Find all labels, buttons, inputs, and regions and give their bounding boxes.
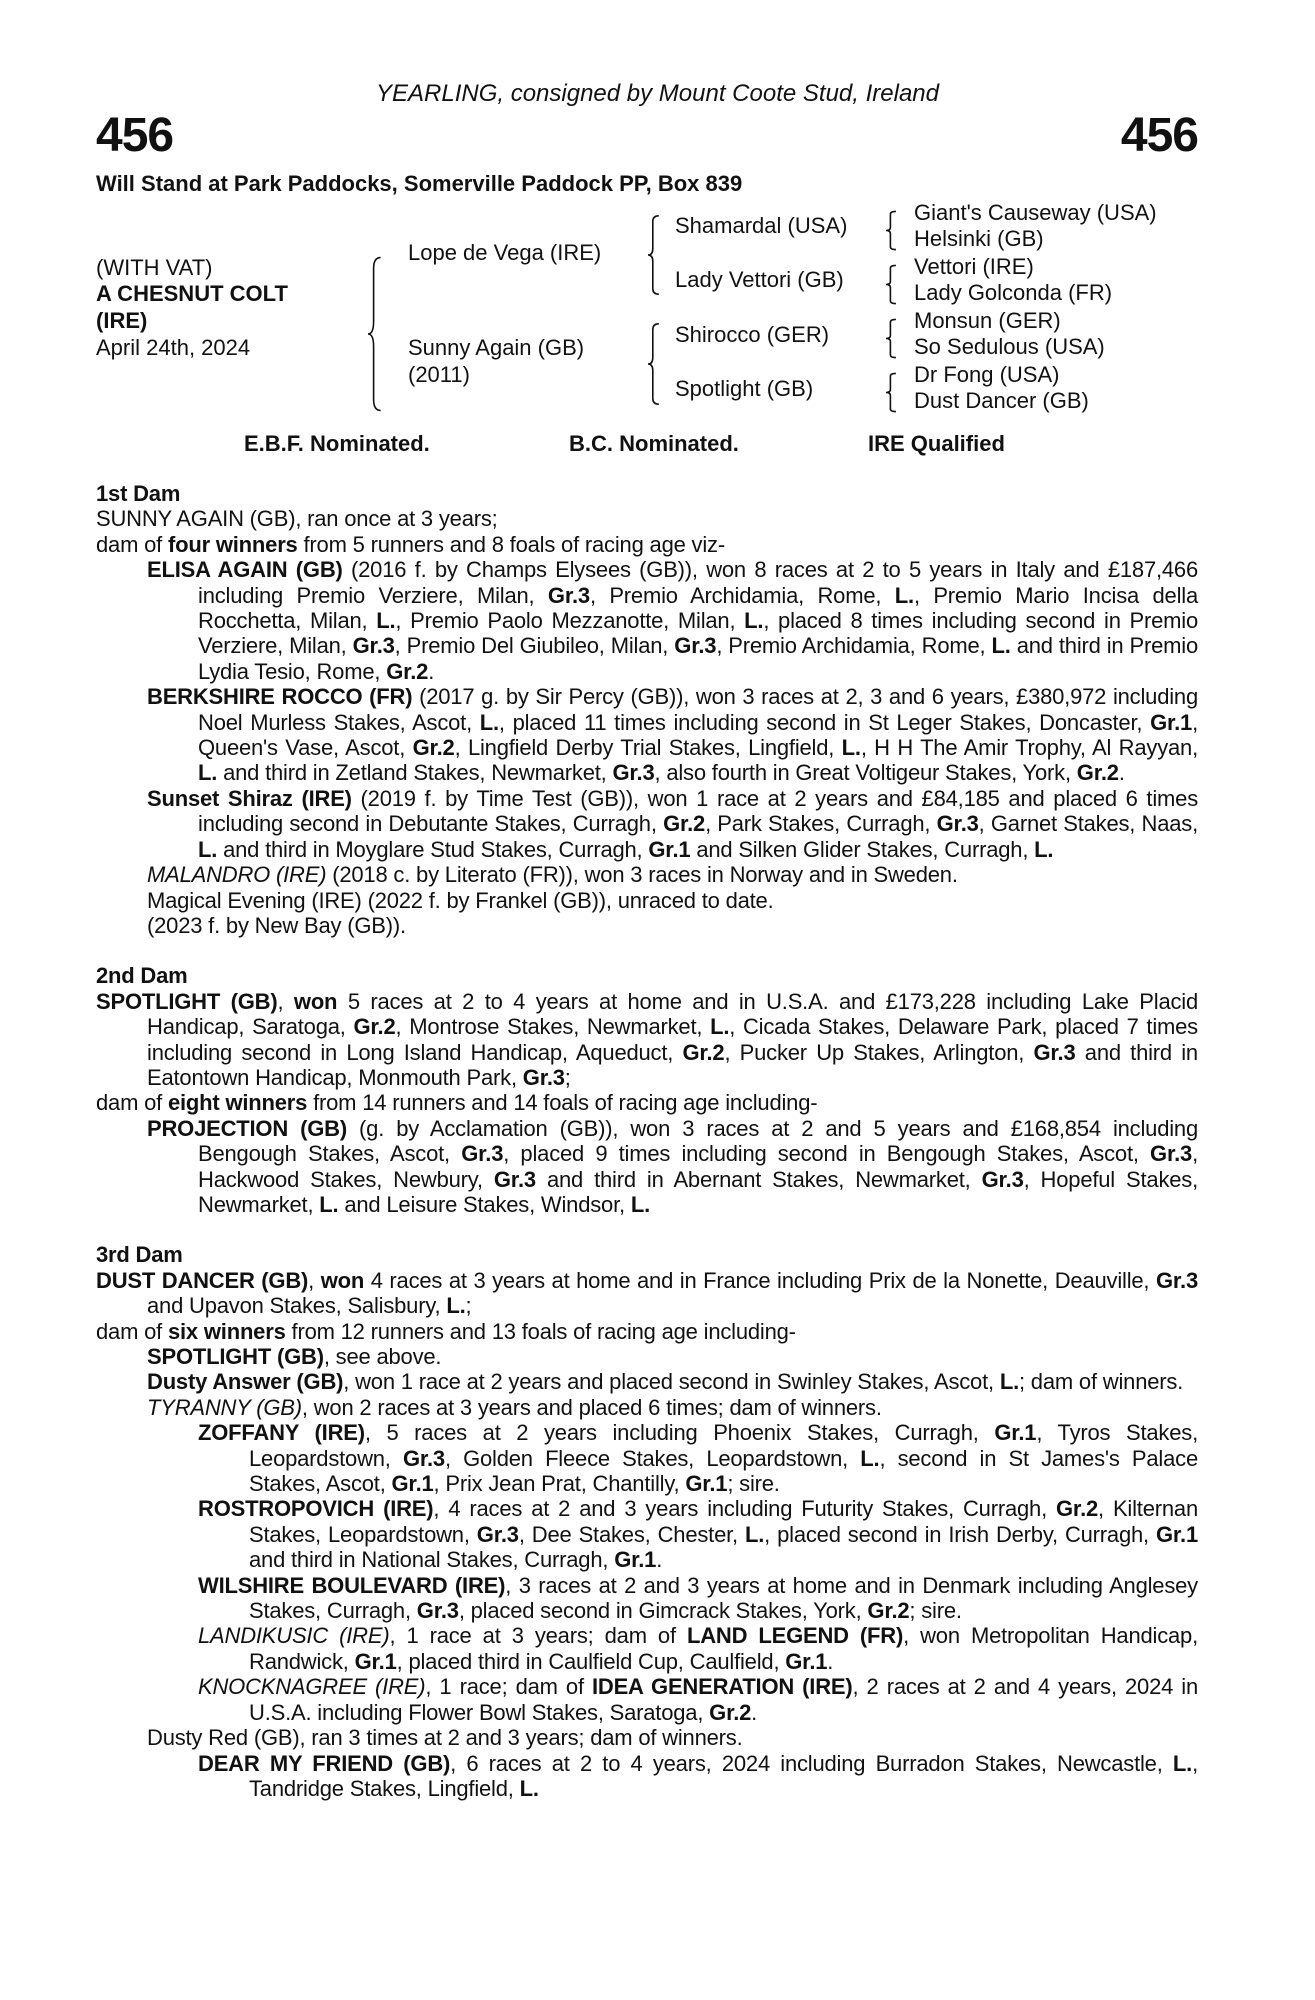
dam-section: [96, 481, 1198, 938]
bold-text: L.: [991, 633, 1011, 659]
great-grandparent: Giant's Causeway (USA): [914, 200, 1157, 225]
entry-text: from 12 runners and 13 foals of racing age including-: [285, 1318, 796, 1344]
pedigree-brace: [886, 373, 897, 412]
entry-text: .: [1118, 760, 1125, 786]
entry-text: and Leisure Stakes, Windsor,: [338, 1191, 631, 1217]
entry-text: , won 1 race at 2 years and placed second in Swinley Stakes, Ascot,: [343, 1369, 1000, 1395]
pedigree-entry: [96, 1751, 1198, 1802]
entry-text: (2023 f. by New Bay (GB)).: [147, 912, 406, 938]
bold-text: four winners: [167, 531, 298, 557]
pedigree-entry: [96, 1674, 1198, 1725]
bold-text: Gr.2: [412, 735, 455, 761]
pedigree-entry: [96, 1725, 1198, 1750]
bold-text: Gr.3: [1155, 1267, 1198, 1293]
pedigree-entry: [96, 532, 1198, 557]
bc-nomination: B.C. Nominated.: [569, 431, 739, 456]
entry-text: .: [827, 1648, 834, 1674]
bold-text: Gr.3: [1033, 1039, 1076, 1065]
horse-country: (IRE): [96, 308, 148, 333]
bold-text: PROJECTION (GB): [147, 1115, 347, 1141]
entry-text: , placed third in Caulfield Cup, Caulfield,: [396, 1648, 786, 1674]
bold-text: six winners: [167, 1318, 286, 1344]
italic-text: TYRANNY (GB): [147, 1394, 302, 1420]
entry-text: , Premio Mario Incisa della Rocchetta, Milan,: [198, 582, 1198, 634]
bold-text: L.: [860, 1445, 880, 1471]
entry-text: (2016 f. by Champs Elysees (GB)), won 8 races at 2 to 5 years in Italy and £187,466 including Premio Verziere, Milan,: [198, 557, 1198, 608]
entry-text: , 5 races at 2 years including Phoenix Stakes, Curragh,: [364, 1420, 995, 1446]
entry-text: , also fourth in Great Voltigeur Stakes, York,: [654, 760, 1077, 786]
bold-text: Gr.1: [614, 1547, 657, 1573]
bold-text: Gr.3: [522, 1064, 565, 1090]
bold-text: IDEA GENERATION (IRE): [591, 1674, 853, 1700]
entry-text: dam of: [96, 1318, 168, 1344]
entry-text: , 3 races at 2 and 3 years at home and in Denmark including Anglesey Stakes, Curragh,: [249, 1572, 1198, 1624]
grandsire-maternal: Shirocco (GER): [675, 322, 830, 347]
entry-text: ; sire.: [909, 1598, 962, 1624]
entry-text: , Hopeful Stakes, Newmarket,: [198, 1166, 1198, 1217]
entry-text: ; sire.: [727, 1471, 780, 1497]
bold-text: L.: [1172, 1750, 1193, 1776]
bold-text: Gr.3: [493, 1166, 536, 1192]
bold-text: L.: [999, 1369, 1019, 1395]
bold-text: Gr.3: [612, 760, 655, 786]
pedigree-brace: [368, 256, 382, 412]
entry-text: , see above.: [323, 1344, 442, 1369]
pedigree-entry: [96, 506, 1198, 531]
pedigree-entry: [96, 1268, 1198, 1319]
bold-text: L.: [198, 836, 218, 862]
bold-text: Gr.3: [416, 1598, 459, 1624]
entry-text: and Silken Glider Stakes, Curragh,: [690, 836, 1035, 862]
entry-text: .: [656, 1547, 663, 1573]
entry-text: dam of: [96, 531, 168, 557]
bold-text: L.: [446, 1293, 466, 1319]
entry-text: , won 2 races at 3 years and placed 6 times; dam of winners.: [301, 1394, 882, 1420]
entry-text: , Prix Jean Prat, Chantilly,: [433, 1471, 686, 1497]
bold-text: eight winners: [167, 1090, 308, 1116]
bold-text: Gr.1: [391, 1471, 434, 1497]
entry-text: , H H The Amir Trophy, Al Rayyan,: [860, 735, 1198, 761]
entry-text: , 6 races at 2 to 4 years, 2024 including Burradon Stakes, Newcastle,: [450, 1750, 1173, 1776]
entry-text: , placed 11 times including second in St Leger Stakes, Doncaster,: [498, 709, 1151, 735]
bold-text: Gr.3: [476, 1521, 519, 1547]
entry-text: , placed 9 times including second in Bengough Stakes, Ascot,: [503, 1141, 1151, 1167]
bold-text: L.: [479, 709, 499, 735]
entry-text: ,: [277, 988, 294, 1014]
bold-text: Gr.1: [994, 1420, 1037, 1446]
bold-text: Gr.1: [685, 1471, 728, 1497]
section-title: 1st Dam: [96, 481, 181, 506]
entry-text: , Pucker Up Stakes, Arlington,: [724, 1039, 1034, 1065]
pedigree-entry: [96, 1369, 1198, 1394]
entry-text: , Kilternan Stakes, Leopardstown,: [249, 1496, 1198, 1547]
pedigree-entry: [96, 1319, 1198, 1344]
bold-text: ELISA AGAIN (GB): [147, 557, 343, 583]
great-grandparent: Helsinki (GB): [914, 226, 1044, 251]
entry-text: ,: [308, 1267, 321, 1293]
italic-text: KNOCKNAGREE (IRE): [198, 1674, 426, 1700]
bold-text: Gr.1: [785, 1648, 828, 1674]
entry-text: , Queen's Vase, Ascot,: [198, 709, 1198, 761]
bold-text: Gr.3: [402, 1445, 445, 1471]
pedigree-brace: [886, 211, 897, 250]
foaling-date: April 24th, 2024: [96, 335, 251, 360]
entry-text: 5 races at 2 to 4 years at home and in U.S.A. and £173,228 including Lake Placid Handicap, Saratoga,: [147, 988, 1199, 1040]
entry-text: , Premio Del Giubileo, Milan,: [394, 633, 675, 659]
entry-text: and Upavon Stakes, Salisbury,: [147, 1293, 447, 1319]
bold-text: L.: [744, 1521, 765, 1547]
entry-text: , Hackwood Stakes, Newbury,: [198, 1141, 1198, 1192]
bold-text: Gr.2: [1076, 760, 1119, 786]
entry-text: ; dam of winners.: [1018, 1369, 1184, 1395]
bold-text: ROSTROPOVICH (IRE): [198, 1496, 434, 1522]
entry-text: (2019 f. by Time Test (GB)), won 1 race at 2 years and £84,185 and placed 6 times including second in Debutante Stakes, Curragh,: [198, 785, 1198, 837]
horse-description: A CHESNUT COLT: [96, 281, 288, 306]
bold-text: Gr.1: [1156, 1521, 1199, 1547]
bold-text: L.: [319, 1191, 339, 1217]
entry-text: (g. by Acclamation (GB)), won 3 races at 2 and 5 years and £168,854 including Bengough Stakes, Ascot,: [198, 1115, 1198, 1167]
bold-text: ZOFFANY (IRE): [198, 1420, 365, 1446]
entry-text: , Lingfield Derby Trial Stakes, Lingfield,: [454, 735, 842, 761]
stabling-line: Will Stand at Park Paddocks, Somerville Paddock PP, Box 839: [96, 171, 743, 196]
bold-text: Gr.3: [352, 633, 395, 659]
section-title: 2nd Dam: [96, 963, 188, 989]
entry-text: , Golden Fleece Stakes, Leopardstown,: [444, 1445, 861, 1471]
great-grandparent: Monsun (GER): [914, 308, 1061, 333]
bold-text: L.: [376, 608, 396, 634]
entry-text: , second in St James's Palace Stakes, Ascot,: [249, 1445, 1198, 1497]
entry-text: .: [428, 658, 435, 684]
entry-text: , placed second in Gimcrack Stakes, York,: [458, 1598, 868, 1624]
bold-text: Gr.1: [354, 1648, 397, 1674]
bold-text: Gr.3: [674, 633, 717, 659]
ebf-nomination: E.B.F. Nominated.: [244, 431, 430, 456]
entry-text: , Premio Paolo Mezzanotte, Milan,: [395, 608, 745, 634]
bold-text: Gr.2: [709, 1699, 752, 1725]
entry-text: and third in Moyglare Stud Stakes, Curragh,: [217, 836, 649, 862]
bold-text: DEAR MY FRIEND (GB): [198, 1750, 451, 1776]
entry-text: dam of: [96, 1090, 168, 1116]
entry-text: , Garnet Stakes, Naas,: [978, 811, 1198, 837]
pedigree-brace: [648, 323, 660, 405]
entry-text: (2017 g. by Sir Percy (GB)), won 3 races at 2, 3 and 6 years, £380,972 including Noel Murless Stakes, Ascot,: [198, 684, 1198, 735]
bold-text: Gr.2: [353, 1014, 396, 1040]
entry-text: , Tandridge Stakes, Lingfield,: [249, 1750, 1198, 1801]
pedigree-entry: [96, 1420, 1198, 1496]
consignor-line: YEARLING, consigned by Mount Coote Stud, Ireland: [376, 80, 939, 107]
entry-text: , Cicada Stakes, Delaware Park, placed 7 times including second in Long Island Handicap, Aqueduct,: [147, 1014, 1198, 1065]
pedigree-brace: [648, 215, 660, 295]
bold-text: LAND LEGEND (FR): [686, 1623, 904, 1649]
great-grandparent: Dust Dancer (GB): [914, 388, 1089, 413]
pedigree-brace: [886, 319, 897, 358]
pedigree-entry: [96, 913, 1198, 938]
bold-text: WILSHIRE BOULEVARD (IRE): [198, 1572, 506, 1598]
pedigree-entry: [96, 557, 1198, 684]
entry-text: ;: [564, 1064, 571, 1090]
entry-text: , Dee Stakes, Chester,: [518, 1521, 745, 1547]
dam-name: Sunny Again (GB): [408, 335, 585, 360]
bold-text: SPOTLIGHT (GB): [147, 1344, 324, 1369]
entry-text: , 4 races at 2 and 3 years including Futurity Stakes, Curragh,: [433, 1496, 1057, 1522]
bold-text: L.: [1034, 836, 1054, 862]
bold-text: L.: [894, 582, 914, 608]
bold-text: L.: [744, 608, 764, 634]
entry-text: , won Metropolitan Handicap, Randwick,: [249, 1623, 1198, 1674]
pedigree-entry: [96, 1573, 1198, 1624]
bold-text: DUST DANCER (GB): [96, 1267, 309, 1293]
pedigree-entry: [96, 1496, 1198, 1572]
pedigree-entry: [96, 1090, 1198, 1115]
bold-text: L.: [198, 760, 218, 786]
pedigree-entry: [96, 684, 1198, 786]
granddam-paternal: Lady Vettori (GB): [675, 267, 844, 292]
entry-text: Magical Evening (IRE) (2022 f. by Frankel (GB)), unraced to date.: [147, 887, 774, 913]
entry-text: , 2 races at 2 and 4 years, 2024 in U.S.A. including Flower Bowl Stakes, Saratoga,: [249, 1674, 1198, 1725]
bold-text: Gr.1: [648, 836, 691, 862]
bold-text: Gr.2: [867, 1598, 910, 1624]
bold-text: BERKSHIRE ROCCO (FR): [147, 684, 413, 710]
entry-text: from 5 runners and 8 foals of racing age viz-: [297, 531, 725, 557]
entry-text: from 14 runners and 14 foals of racing age including-: [307, 1090, 818, 1116]
entry-text: .: [751, 1699, 758, 1725]
great-grandparent: Vettori (IRE): [914, 254, 1034, 279]
entry-text: (2018 c. by Literato (FR)), won 3 races in Norway and in Sweden.: [326, 862, 958, 888]
bold-text: Gr.3: [981, 1166, 1024, 1192]
entry-text: , Park Stakes, Curragh,: [705, 811, 937, 837]
pedigree-entry: [96, 786, 1198, 862]
entry-text: Dusty Red (GB), ran 3 times at 2 and 3 years; dam of winners.: [147, 1725, 743, 1751]
entry-text: and third in National Stakes, Curragh,: [249, 1547, 615, 1573]
bold-text: won: [293, 988, 338, 1014]
entry-text: , placed 8 times including second in Premio Verziere, Milan,: [198, 608, 1199, 659]
bold-text: L.: [630, 1191, 650, 1217]
bold-text: Sunset Shiraz (IRE): [147, 785, 352, 811]
entry-text: , 1 race at 3 years; dam of: [389, 1623, 687, 1649]
entry-text: and third in Abernant Stakes, Newmarket,: [535, 1166, 982, 1192]
bold-text: Gr.2: [1056, 1496, 1099, 1522]
bold-text: Gr.1: [1150, 709, 1193, 735]
entry-text: and third in Eatontown Handicap, Monmouth Park,: [147, 1039, 1198, 1090]
bold-text: Gr.2: [386, 658, 429, 684]
vat-note: (WITH VAT): [96, 255, 213, 280]
ire-qualified: IRE Qualified: [868, 431, 1005, 456]
bold-text: Gr.3: [461, 1141, 504, 1167]
section-title: 3rd Dam: [96, 1242, 183, 1268]
entry-text: , 1 race; dam of: [425, 1674, 592, 1700]
entry-text: , Tyros Stakes, Leopardstown,: [249, 1420, 1198, 1471]
grandsire-paternal: Shamardal (USA): [675, 213, 848, 238]
entry-text: , placed second in Irish Derby, Curragh,: [764, 1521, 1156, 1547]
italic-text: MALANDRO (IRE): [147, 862, 327, 888]
great-grandparent: So Sedulous (USA): [914, 334, 1105, 359]
entry-text: SUNNY AGAIN (GB), ran once at 3 years;: [96, 506, 498, 532]
italic-text: LANDIKUSIC (IRE): [198, 1623, 390, 1649]
dam-section: [96, 963, 1198, 1217]
entry-text: 4 races at 3 years at home and in France including Prix de la Nonette, Deauville,: [364, 1267, 1156, 1293]
pedigree-entry: [96, 1344, 1198, 1369]
bold-text: Gr.3: [1150, 1141, 1193, 1167]
bold-text: Gr.3: [547, 582, 590, 608]
bold-text: SPOTLIGHT (GB): [96, 988, 278, 1014]
dam-year: (2011): [408, 362, 470, 387]
entry-text: and third in Premio Lydia Tesio, Rome,: [198, 633, 1199, 684]
entry-text: , Premio Archidamia, Rome,: [589, 582, 895, 608]
great-grandparent: Lady Golconda (FR): [914, 280, 1113, 305]
entry-text: ;: [465, 1293, 472, 1319]
bold-text: Gr.2: [682, 1039, 725, 1065]
pedigree-brace: [886, 265, 897, 304]
bold-text: Gr.2: [663, 811, 706, 837]
pedigree-entry: [96, 862, 1198, 887]
sire-name: Lope de Vega (IRE): [408, 240, 602, 265]
pedigree-entry: [96, 989, 1198, 1091]
pedigree-entry: [96, 1395, 1198, 1420]
entry-text: and third in Zetland Stakes, Newmarket,: [217, 760, 613, 786]
lot-number-right: 456: [1120, 109, 1198, 162]
bold-text: L.: [519, 1775, 539, 1801]
pedigree-entry: [96, 1116, 1198, 1218]
lot-number-left: 456: [96, 109, 174, 162]
produce-record: [96, 481, 1198, 1826]
pedigree-entry: [96, 1623, 1198, 1674]
entry-text: , Montrose Stakes, Newmarket,: [395, 1014, 711, 1040]
bold-text: L.: [841, 735, 861, 761]
entry-text: , Premio Archidamia, Rome,: [716, 633, 992, 659]
bold-text: Gr.3: [936, 811, 979, 837]
pedigree-entry: [96, 888, 1198, 913]
bold-text: won: [320, 1267, 365, 1293]
dam-section: [96, 1242, 1198, 1801]
bold-text: L.: [710, 1014, 730, 1040]
granddam-maternal: Spotlight (GB): [675, 376, 814, 401]
great-grandparent: Dr Fong (USA): [914, 362, 1060, 387]
bold-text: Dusty Answer (GB): [147, 1369, 344, 1395]
